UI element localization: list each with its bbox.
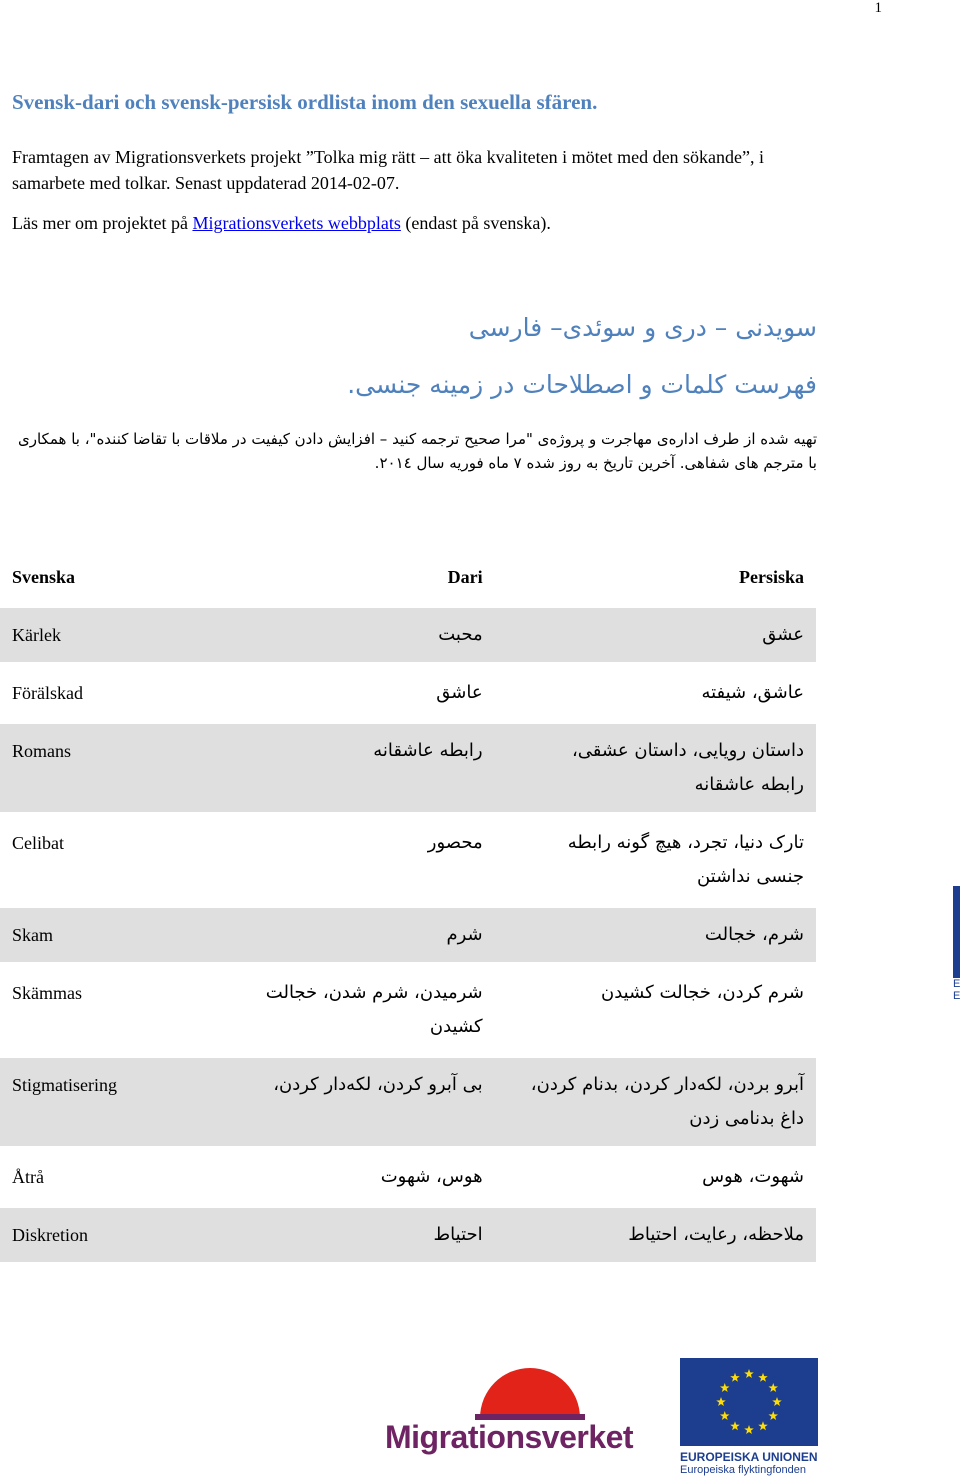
swedish-term-cell: Förälskad (12, 683, 83, 703)
edge-text-fragment: E E (953, 978, 960, 1002)
table-header-row (0, 559, 816, 604)
table-row (0, 1208, 816, 1262)
dari-term-cell: احتیاط (220, 1208, 495, 1262)
persian-term-cell: تارک دنیا، تجرد، هیچ گونه رابطه جنسی نداشتن (567, 832, 804, 887)
dari-term-cell: محصور (427, 832, 483, 853)
swedish-term-cell: Diskretion (0, 1208, 220, 1262)
table-row (0, 816, 816, 904)
more-suffix: (endast på svenska). (400, 213, 551, 233)
eu-star-icon (758, 1373, 768, 1382)
swedish-term-cell: Celibat (12, 833, 64, 853)
persian-term-cell: داستان رویایی، داستان عشقی، رابطه عاشقانه (495, 724, 816, 812)
persian-term-cell: عشق (495, 608, 816, 662)
eu-star-icon (772, 1397, 782, 1406)
eu-star-icon (768, 1411, 778, 1420)
persian-title: سویدنی – دری و سوئدی– فارسی (468, 313, 817, 342)
swedish-term-cell: Romans (0, 724, 220, 812)
swedish-term-cell: Skam (0, 908, 220, 962)
column-header-svenska: Svenska (12, 567, 76, 587)
migrationsverket-website-link[interactable]: Migrationsverkets webbplats (192, 213, 401, 233)
table-row (0, 966, 816, 1054)
eu-star-icon (730, 1373, 740, 1382)
column-header-dari: Dari (447, 567, 483, 587)
table-row (0, 1058, 816, 1146)
eu-union-label: EUROPEISKA UNIONEN (680, 1450, 818, 1464)
persian-term-cell: ملاحظه، رعایت، احتیاط (495, 1208, 816, 1262)
project-info-line (12, 210, 812, 236)
migrationsverket-logo (385, 1360, 655, 1460)
dari-term-cell: هوس، شهوت (380, 1166, 483, 1187)
intro-text: Framtagen av Migrationsverkets projekt ”Tolka mig rätt – att öka kvaliteten i mötet med den sökande”, i samarbete med tolkar. Senast uppdaterad 2014-02-07. (12, 147, 765, 193)
eu-flag-icon (680, 1358, 818, 1446)
swedish-term-cell: Stigmatisering (0, 1058, 220, 1146)
dari-term-cell: شرم (220, 908, 495, 962)
table-row (0, 608, 816, 662)
eu-fund-label: Europeiska flyktingfonden (680, 1464, 806, 1476)
persian-intro-paragraph: تهیه شده از طرف اداره‌ی مهاجرت و پروژه‌ی "مرا صحیح ترجمه کنید – افزایش دادن کیفیت در ملاقات با تقاضا کننده"، با همکاری با مترجم های شفاهی. آخرین تاریخ به روز شده ۷ ماه فوریه سال ۲۰۱٤. (18, 430, 817, 472)
table-row (0, 666, 816, 720)
dari-term-cell: عاشق (436, 682, 483, 703)
eu-star-icon (768, 1383, 778, 1392)
more-prefix: Läs mer om projektet på (12, 213, 193, 233)
eu-stars-icon (680, 1358, 818, 1446)
eu-star-icon (744, 1425, 754, 1434)
eu-star-icon (730, 1421, 740, 1430)
swedish-term-cell: Kärlek (0, 608, 220, 662)
table-row (0, 1150, 816, 1204)
persian-term-cell: شرم کردن، خجالت کشیدن (601, 982, 804, 1003)
dari-term-cell: رابطه عاشقانه (220, 724, 495, 812)
swedish-term-cell: Skämmas (12, 983, 82, 1003)
persian-subtitle: فهرست کلمات و اصطلاحات در زمینه جنسی. (347, 370, 817, 399)
eu-star-icon (720, 1383, 730, 1392)
column-header-persiska: Persiska (739, 567, 804, 587)
eu-star-icon (744, 1369, 754, 1378)
glossary-table (0, 555, 816, 1266)
edge-flag-fragment (953, 886, 960, 978)
mv-arc-icon (480, 1368, 580, 1418)
eu-logo (680, 1358, 820, 1476)
migrationsverket-wordmark: Migrationsverket (385, 1419, 634, 1455)
dari-term-cell: محبت (220, 608, 495, 662)
page-number: 1 (874, 0, 882, 16)
intro-block (12, 144, 812, 236)
persian-term-cell: شهوت، هوس (702, 1166, 804, 1187)
persian-term-cell: آبرو بردن، لکه‌دار کردن، بدنام کردن، داغ بدنامی زدن (495, 1058, 816, 1146)
document-title: Svensk-dari och svensk-persisk ordlista inom den sexuella sfären. (12, 90, 598, 114)
dari-term-cell: شرمیدن، شرم شدن، خجالت کشیدن (265, 982, 483, 1037)
table-row (0, 908, 816, 962)
eu-star-icon (716, 1397, 726, 1406)
migrationsverket-mark-icon (385, 1360, 655, 1420)
dari-term-cell: بی آبرو کردن، لکه‌دار کردن، (220, 1058, 495, 1146)
table-row (0, 724, 816, 812)
persian-term-cell: عاشق، شیفته (701, 682, 804, 703)
eu-star-icon (758, 1421, 768, 1430)
swedish-term-cell: Åtrå (12, 1167, 44, 1187)
persian-term-cell: شرم، خجالت (495, 908, 816, 962)
eu-star-icon (720, 1411, 730, 1420)
